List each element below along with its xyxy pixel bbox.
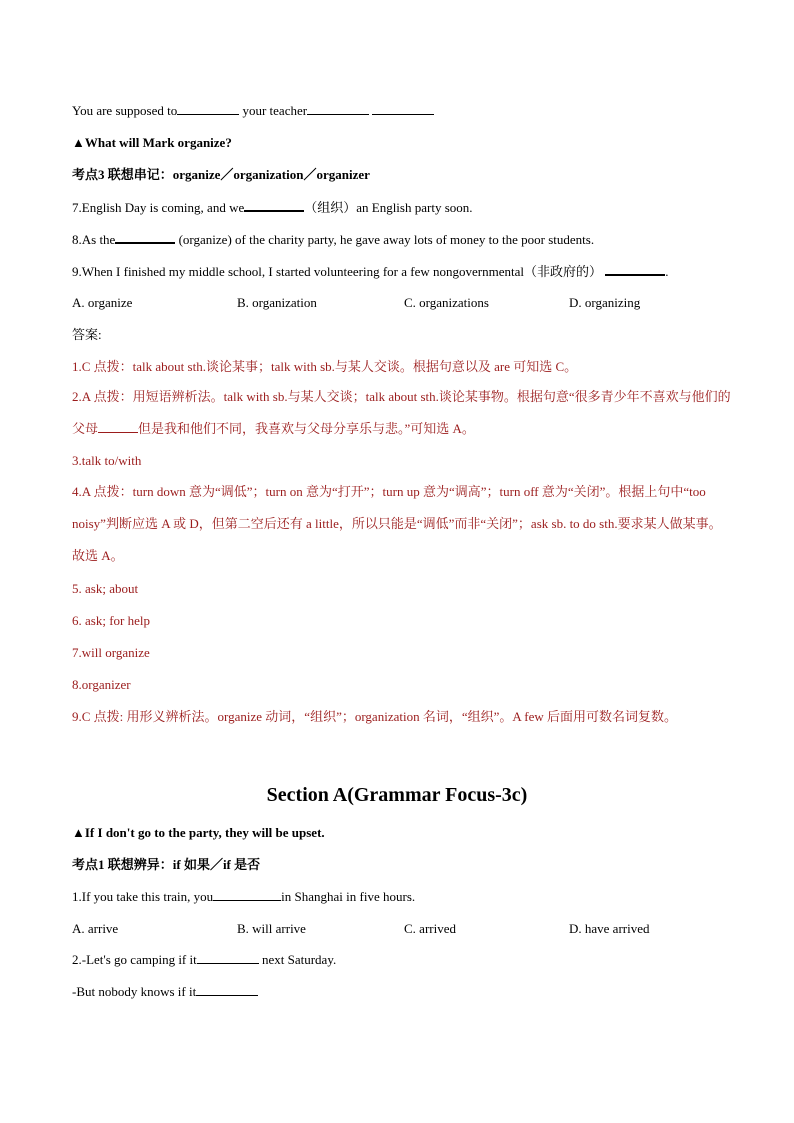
q1-option-c[interactable]: C. arrived (404, 921, 456, 936)
blank (98, 420, 138, 433)
q9-option-a[interactable]: A. organize (72, 295, 133, 310)
q1-option-b[interactable]: B. will arrive (237, 921, 306, 936)
answer-2: 2.A 点拨：用短语辨析法。talk with sb.与某人交谈；talk about sth.谈论某事物。根据句意“很多青少年不喜欢与他们的父母 但是我和他们不同，我喜欢与父母分享乐与悲。”可知选 A。 (72, 389, 731, 436)
answer-6: 6. ask; for help (72, 613, 150, 628)
answer-7: 7.will organize (72, 645, 150, 660)
answer-3: 3.talk to/with (72, 453, 142, 468)
blank[interactable] (177, 102, 239, 115)
q9-option-d[interactable]: D. organizing (569, 295, 641, 310)
kaodian-1-heading: 考点1 联想辨异：if 如果／if 是否 (72, 857, 261, 872)
q1-option-d[interactable]: D. have arrived (569, 921, 650, 936)
answer-1: 1.C 点拨：talk about sth.谈论某事；talk with sb.与某人交谈。根据句意以及 are 可知选 C。 (72, 359, 578, 374)
section-question-1: 1.If you take this train, you in Shanghai in five hours. (72, 889, 416, 904)
blank[interactable] (372, 102, 434, 115)
blank[interactable] (196, 983, 258, 996)
q9-option-c[interactable]: C. organizations (404, 295, 489, 310)
answer-label: 答案: (72, 327, 102, 342)
question-heading: ▲What will Mark organize? (72, 135, 232, 150)
answer-5: 5. ask; about (72, 581, 139, 596)
answer-8: 8.organizer (72, 677, 131, 692)
blank[interactable] (197, 951, 259, 964)
question-9: 9.When I finished my middle school, I started volunteering for a few nongovernmental（非政府的） . (72, 264, 669, 279)
question-8: 8.As the (organize) of the charity party, he gave away lots of money to the poor students. (72, 232, 595, 247)
blank[interactable] (605, 262, 665, 276)
section-question-2b: -But nobody knows if it (72, 983, 734, 1001)
section-heading: ▲If I don't go to the party, they will be upset. (72, 825, 325, 840)
section-question-2a: 2.-Let's go camping if it next Saturday. (72, 952, 337, 967)
question-7: 7.English Day is coming, and we （组织）an English party soon. (72, 200, 473, 215)
section-title: Section A(Grammar Focus-3c) (266, 784, 528, 806)
q9-option-b[interactable]: B. organization (237, 295, 317, 310)
blank[interactable] (115, 230, 175, 244)
answer-4: 4.A 点拨：turn down 意为“调低”；turn on 意为“打开”；turn up 意为“调高”；turn off 意为“关闭”。根据上句中“too noisy”判断应选 A 或 D，但第二空后还有 a little，所以只能是“调低”而非“关闭”；ask sb. to do sth.要求某人做某事。故选 A。 (72, 484, 722, 563)
q1-option-a[interactable]: A. arrive (72, 921, 119, 936)
sentence-supposed: You are supposed to your teacher (72, 102, 734, 120)
blank[interactable] (213, 888, 281, 901)
kaodian-3-heading: 考点3 联想串记：organize／organization／organizer (72, 167, 370, 182)
blank[interactable] (307, 102, 369, 115)
blank[interactable] (244, 198, 304, 212)
answer-9: 9.C 点拨: 用形义辨析法。organize 动词，“组织”；organization 名词，“组织”。A few 后面用可数名词复数。 (72, 709, 678, 724)
